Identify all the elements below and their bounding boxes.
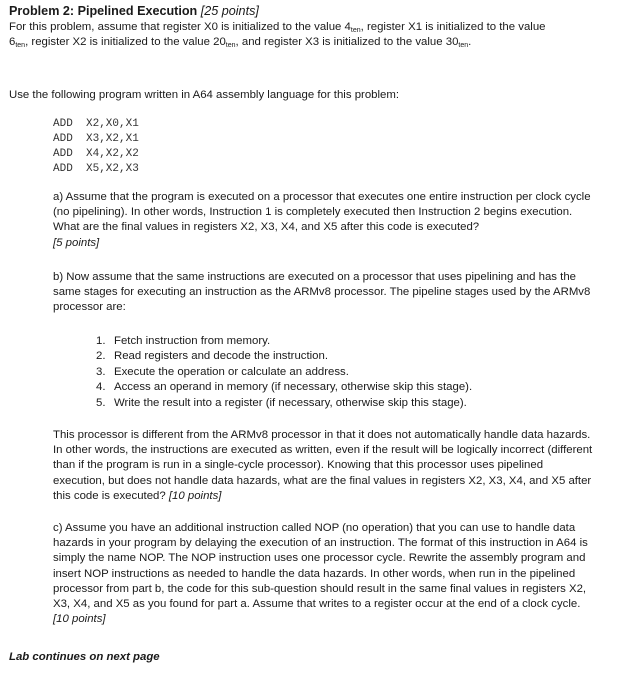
subscript-ten: ten xyxy=(458,42,469,50)
assembly-program xyxy=(53,117,139,177)
intro-text: . xyxy=(468,36,472,49)
list-item xyxy=(96,396,576,411)
part-b-question xyxy=(53,428,598,504)
list-text: Read registers and decode the instruction. xyxy=(114,350,329,363)
part-a-points: [5 points] xyxy=(53,236,100,249)
list-text: Write the result into a register (if necessary, otherwise skip this stage). xyxy=(114,396,467,409)
part-b-points: [10 points] xyxy=(168,489,222,502)
part-c-text: c) Assume you have an additional instruction called NOP (no operation) that you can use to handle data hazards in your program by delaying the execution of an instruction. The format of this instruction in A64 is simply the name NOP. The NOP instruction uses one processor cycle. Rewrite the assembly program and insert NOP instructions as needed to handle the data hazards. In other words, when run in the pipelined processor from part b, the code for this sub-question should result in the same final values in registers X2, X3, X4, and X5 as you found for part a. Assume that writes to a register occur at the end of a clock cycle. xyxy=(53,522,588,611)
problem-heading: Problem 2: Pipelined Execution xyxy=(9,4,198,18)
list-number: 1. xyxy=(96,335,106,347)
list-number: 5. xyxy=(96,396,106,409)
problem-points: [25 points] xyxy=(200,4,259,18)
list-text: Access an operand in memory (if necessary, otherwise skip this stage). xyxy=(114,381,473,394)
list-item xyxy=(96,365,576,380)
list-number: 4. xyxy=(96,381,106,394)
list-number: 2. xyxy=(96,350,106,363)
subscript-ten: ten xyxy=(225,42,236,50)
list-item xyxy=(96,334,576,349)
footer-note: Lab continues on next page xyxy=(9,651,160,663)
code-line: ADD X3,X2,X1 xyxy=(53,133,139,145)
subscript-ten: ten xyxy=(350,27,361,34)
code-line: ADD X4,X2,X2 xyxy=(53,148,139,160)
part-a xyxy=(53,190,598,251)
list-item xyxy=(96,380,576,395)
subscript-ten: ten xyxy=(15,42,26,50)
part-a-text: a) Assume that the program is executed on a processor that executes one entire instruction per clock cycle (no pipelining). In other words, Instruction 1 is completely executed then Instruction 2 begins execution. What are the final values in registers X2, X3, X4, and X5 after this code is executed? xyxy=(53,191,591,234)
problem-intro xyxy=(9,20,609,50)
intro-text: For this problem, assume that register X0 is initialized to the value 4 xyxy=(9,21,351,33)
intro-text: 6 xyxy=(9,36,16,49)
problem-title xyxy=(9,3,259,19)
part-b-text2: This processor is different from the ARMv8 processor in that it does not automatically handle data hazards. In other words, the instructions are executed as written, even if the result will be logically incorrect (different than if the program is run in a single-cycle processor). Knowing that this processor uses pipelined execution, but does not handle data hazards, what are the final values in registers X2, X3, X4, and X5 after this code is executed? xyxy=(53,429,593,502)
part-b-text: b) Now assume that the same instructions are executed on a processor that uses pipelining and has the same stages for executing an instruction as the ARMv8 processor. The pipeline stages used by the ARMv8 processor are: xyxy=(53,271,591,314)
part-b xyxy=(53,270,598,316)
list-number: 3. xyxy=(96,365,106,378)
list-text: Fetch instruction from memory. xyxy=(114,335,271,347)
list-text: Execute the operation or calculate an address. xyxy=(114,365,349,378)
pipeline-stages-list xyxy=(96,334,576,411)
code-line: ADD X2,X0,X1 xyxy=(53,118,139,130)
intro-text: , register X1 is initialized to the value xyxy=(360,21,546,33)
part-c-points: [10 points] xyxy=(53,613,106,626)
program-intro: Use the following program written in A64 assembly language for this problem: xyxy=(9,89,400,101)
intro-text: , register X2 is initialized to the value 20 xyxy=(25,36,226,49)
code-line: ADD X5,X2,X3 xyxy=(53,163,139,175)
part-c xyxy=(53,521,598,627)
list-item xyxy=(96,349,576,364)
intro-text: , and register X3 is initialized to the value 30 xyxy=(235,36,459,49)
